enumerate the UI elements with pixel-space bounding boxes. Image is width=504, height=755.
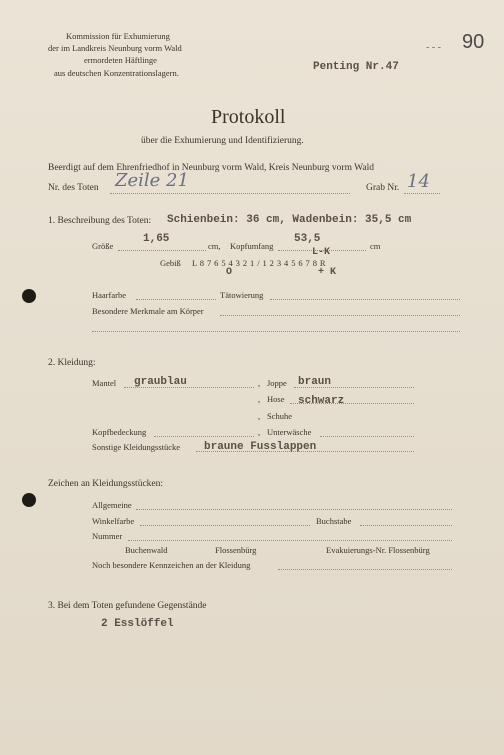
section3-heading: 3. Bei dem Toten gefundene Gegenstände xyxy=(48,601,207,611)
jacket-comma: , xyxy=(258,378,261,388)
signs-heading: Zeichen an Kleidungsstücken: xyxy=(48,479,164,489)
dead-number-label: Nr. des Toten xyxy=(48,183,99,193)
tattoo-label: Tätowierung xyxy=(220,290,264,300)
jacket-value: braun xyxy=(298,376,332,388)
teeth-chart: L 8 7 6 5 4 3 2 1 / 1 2 3 4 5 6 7 8 R xyxy=(192,258,326,268)
special-marks-label: Besondere Merkmale am Körper xyxy=(92,306,204,316)
punch-hole-bottom xyxy=(22,493,36,507)
other-clothing-value: braune Fusslappen xyxy=(204,441,317,453)
head-circumference-value: 53,5 xyxy=(294,233,321,245)
trousers-comma: , xyxy=(258,394,261,404)
org-line-3: ermordeten Häftlinge xyxy=(84,55,157,65)
other-clothing-label: Sonstige Kleidungsstücke xyxy=(92,442,181,452)
trousers-value: schwarz xyxy=(298,395,345,407)
document-title: Protokoll xyxy=(211,106,286,128)
camp-flossenbuerg: Flossenbürg xyxy=(215,545,257,555)
teeth-label: Gebiß xyxy=(160,258,181,268)
document-subtitle: über die Exhumierung und Identifizierung. xyxy=(141,136,304,146)
letter-label: Buchstabe xyxy=(316,516,352,526)
section2-heading: 2. Kleidung: xyxy=(48,358,96,368)
grave-value: 14 xyxy=(407,171,430,192)
org-line-1: Kommission für Exhumierung xyxy=(66,31,170,41)
page-number: 90 xyxy=(462,31,485,53)
general-label: Allgemeine xyxy=(92,500,132,510)
grave-label: Grab Nr. xyxy=(366,183,400,193)
head-circumference-label: Kopfumfang xyxy=(230,241,274,251)
org-line-2: der im Landkreis Neunburg vorm Wald xyxy=(48,43,182,53)
section1-typed-measurements: Schienbein: 36 cm, Wadenbein: 35,5 cm xyxy=(167,214,412,226)
dead-number-value: Zeile 21 xyxy=(115,170,189,191)
stamp-number: Penting Nr.47 xyxy=(313,61,399,73)
section1-heading: 1. Beschreibung des Toten: xyxy=(48,216,152,226)
underwear-comma: , xyxy=(258,427,261,437)
page-number-dash: - - - xyxy=(426,42,441,53)
trousers-label: Hose xyxy=(267,394,285,404)
coat-value: graublau xyxy=(134,376,187,388)
other-marks-label: Noch besondere Kennzeichen an der Kleidung xyxy=(92,560,251,570)
camp-buchenwald: Buchenwald xyxy=(125,545,168,555)
coat-label: Mantel xyxy=(92,378,117,388)
shoes-label: Schuhe xyxy=(267,411,293,421)
number-label: Nummer xyxy=(92,531,123,541)
hair-color-label: Haarfarbe xyxy=(92,290,126,300)
headwear-label: Kopfbedeckung xyxy=(92,427,147,437)
underwear-label: Unterwäsche xyxy=(267,427,312,437)
height-value: 1,65 xyxy=(143,233,170,245)
found-items-value: 2 Esslöffel xyxy=(101,618,174,630)
shoes-comma: , xyxy=(258,411,261,421)
teeth-upper-mark: L-K xyxy=(312,247,331,258)
height-label: Größe xyxy=(92,241,114,251)
org-line-4: aus deutschen Konzentrationslagern. xyxy=(54,68,179,78)
jacket-label: Joppe xyxy=(267,378,287,388)
evacuation-number-label: Evakuierungs-Nr. Flossenbürg xyxy=(326,545,430,555)
burial-line: Beerdigt auf dem Ehrenfriedhof in Neunburg vorm Wald, Kreis Neunburg vorm Wald xyxy=(48,163,374,173)
teeth-lower-left-mark: O xyxy=(226,267,233,278)
height-unit: cm, xyxy=(208,241,221,251)
head-unit: cm xyxy=(370,241,381,251)
teeth-lower-right-mark: + K xyxy=(318,267,337,278)
angle-color-label: Winkelfarbe xyxy=(92,516,135,526)
punch-hole-top xyxy=(22,289,36,303)
